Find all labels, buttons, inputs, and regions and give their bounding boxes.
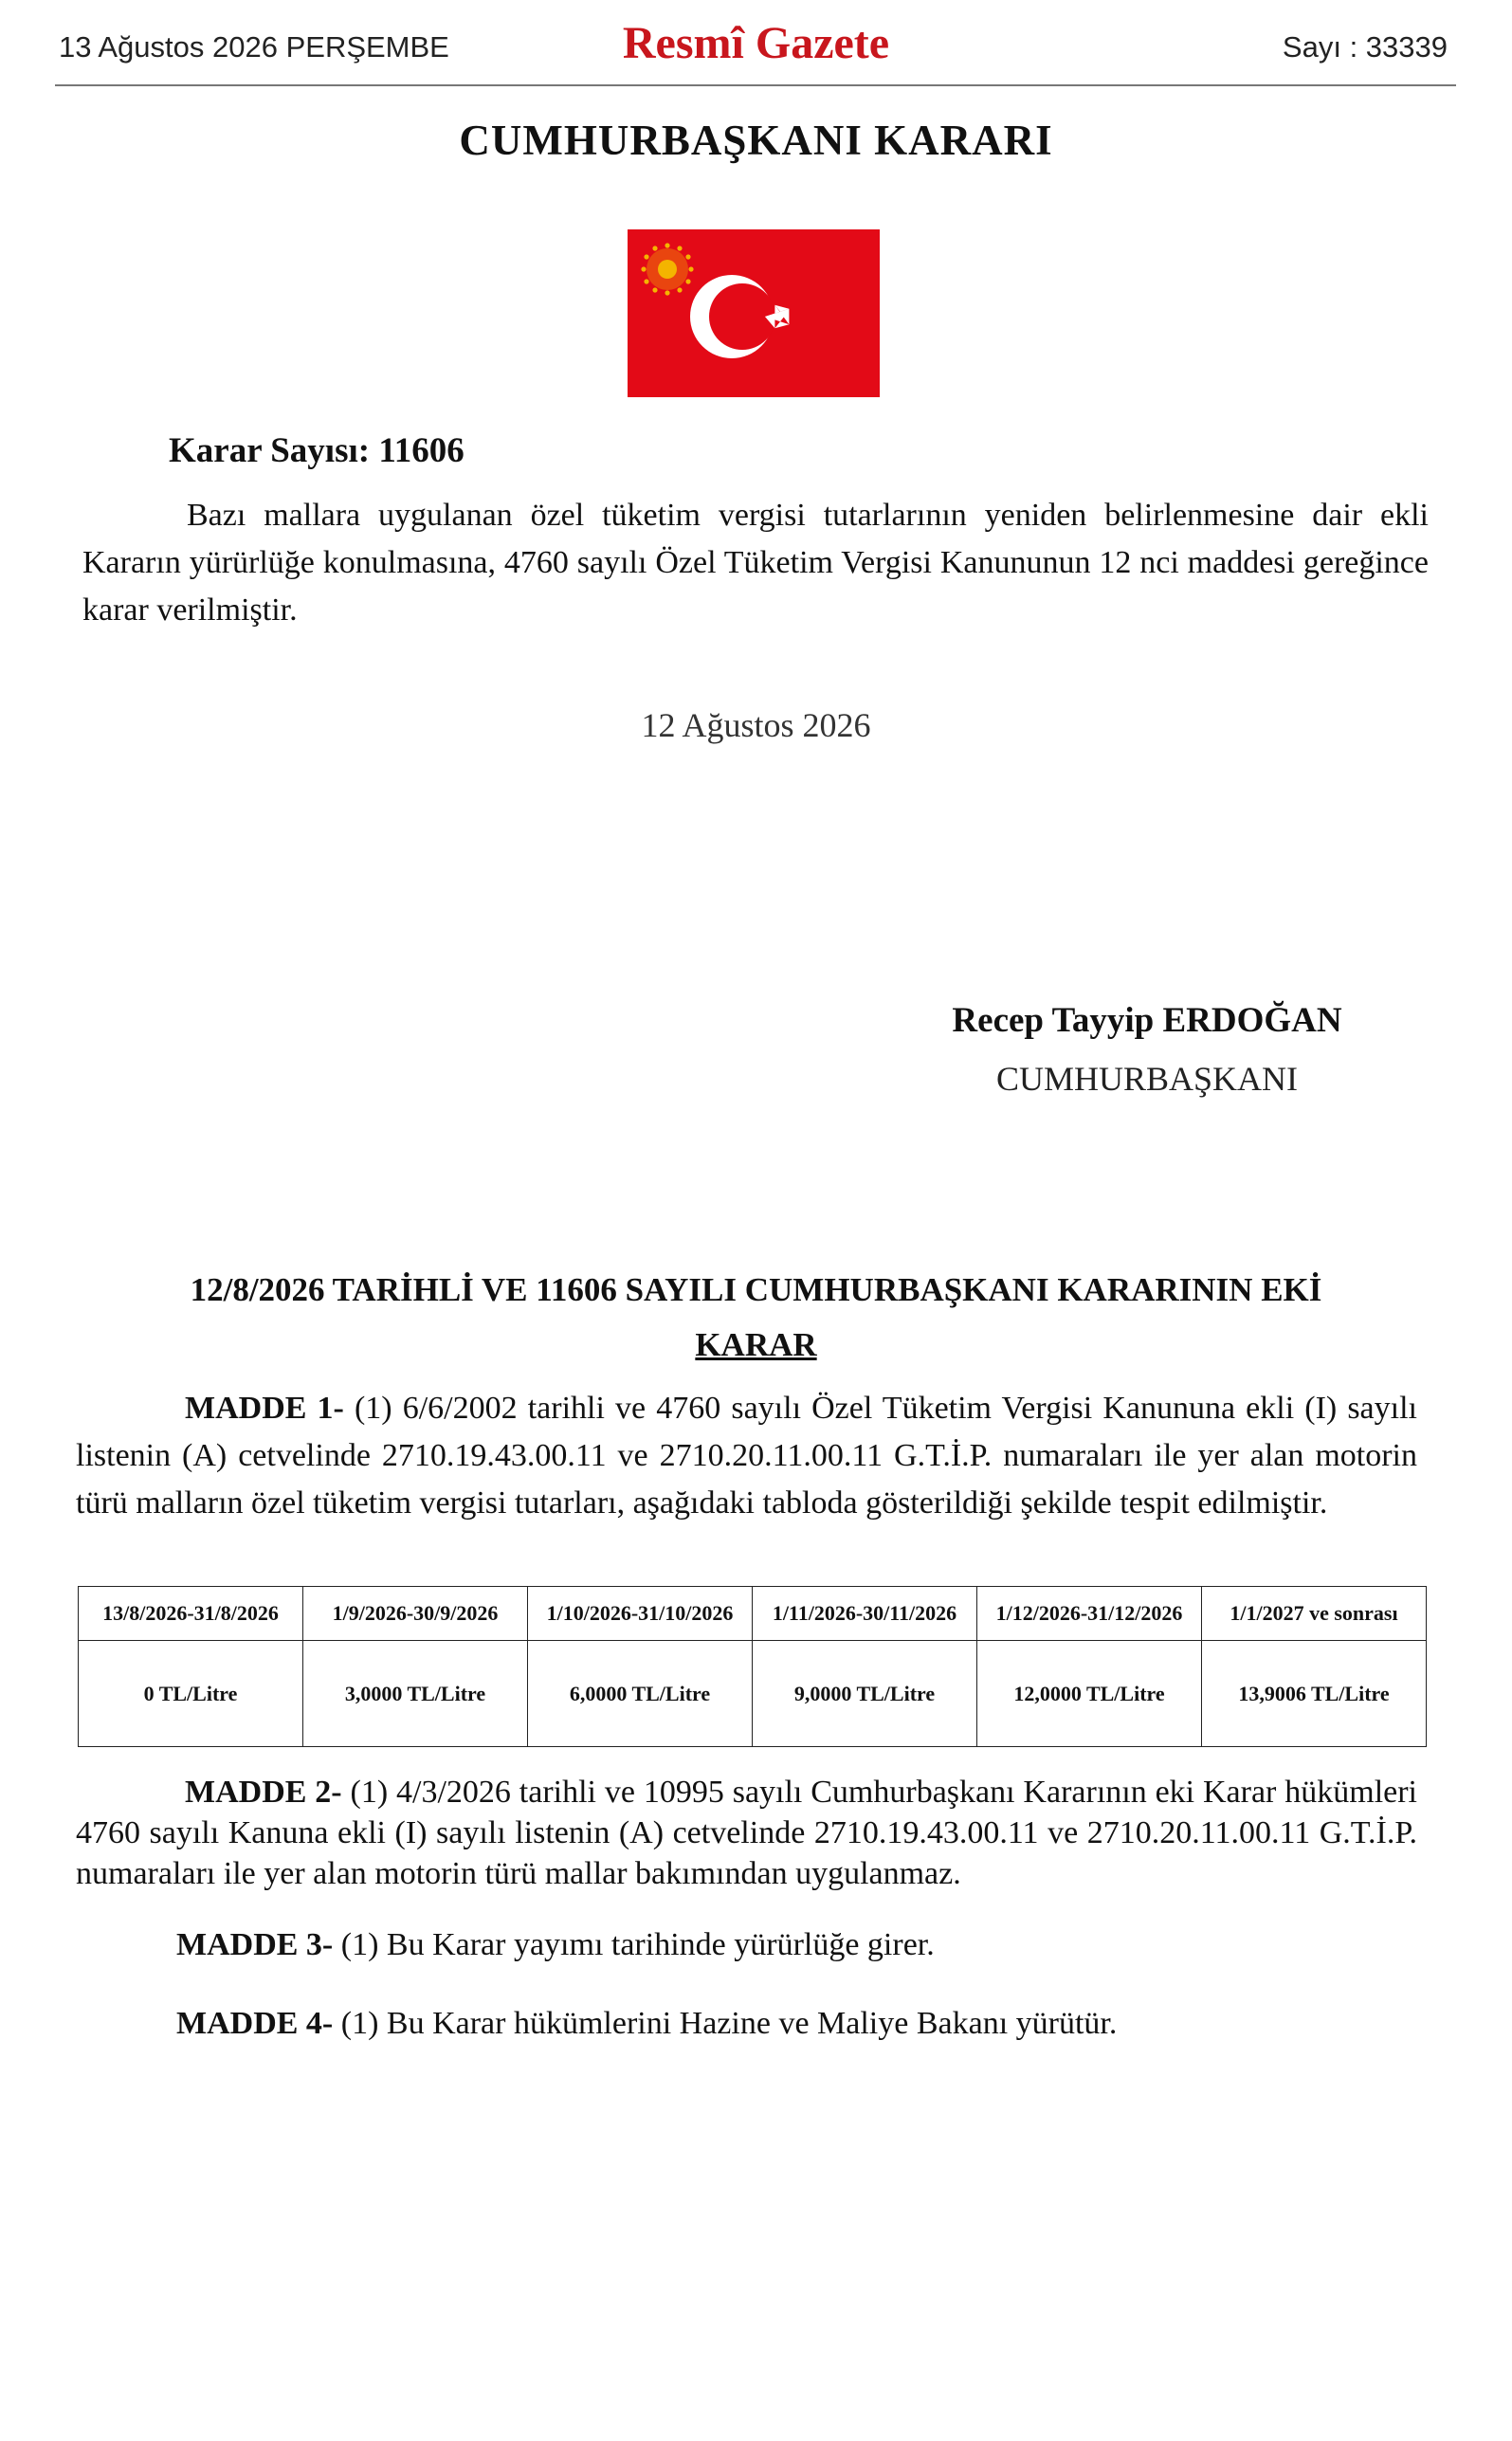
article-4-text: (1) Bu Karar hükümlerini Hazine ve Maliye Bakanı yürütür. xyxy=(340,2006,1118,2041)
period-cell: 1/11/2026-30/11/2026 xyxy=(753,1587,977,1641)
decision-number: Karar Sayısı: 11606 xyxy=(169,431,465,470)
signatory-title: CUMHURBAŞKANI xyxy=(995,1060,1299,1098)
document-title: CUMHURBAŞKANI KARARI xyxy=(459,117,1053,164)
annex-title-line1: 12/8/2026 TARİHLİ VE 11606 SAYILI CUMHURBAŞKANI KARARININ EKİ xyxy=(190,1271,1322,1308)
period-cell: 1/1/2027 ve sonrası xyxy=(1202,1587,1427,1641)
issue-number: Sayı : 33339 xyxy=(1282,30,1448,64)
article-2-label: MADDE 2- xyxy=(185,1775,342,1810)
annex-title xyxy=(0,1263,1512,1373)
signatory-name: Recep Tayyip ERDOĞAN xyxy=(952,1001,1342,1040)
article-2-text: (1) 4/3/2026 tarihli ve 10995 sayılı Cumhurbaşkanı Kararının eki Karar hükümleri 4760 sayılı Kanuna ekli (I) sayılı listenin (A) cetvelinde 2710.19.43.00.11 ve 2710.20.11.00.11 G.T.İ.P. numaraları ile yer alan motorin türü mallar bakımından uygulanmaz. xyxy=(76,1775,1417,1891)
period-cell: 13/8/2026-31/8/2026 xyxy=(79,1587,303,1641)
amount-cell: 13,9006 TL/Litre xyxy=(1202,1641,1427,1747)
header-divider xyxy=(55,84,1456,86)
period-cell: 1/9/2026-30/9/2026 xyxy=(303,1587,528,1641)
article-1-text: (1) 6/6/2002 tarihli ve 4760 sayılı Özel Tüketim Vergisi Kanununa ekli (I) sayılı listenin (A) cetvelinde 2710.19.43.00.11 ve 2710.20.11.00.11 G.T.İ.P. numaraları ile yer alan motorin türü malların özel tüketim vergisi tutarları, aşağıdaki tabloda gösterildiği şekilde tespit edilmiştir. xyxy=(76,1391,1417,1521)
annex-title-line2: KARAR xyxy=(695,1326,817,1363)
header-date: 13 Ağustos 2026 PERŞEMBE xyxy=(59,30,449,64)
table-row xyxy=(79,1641,1427,1747)
decision-date: 12 Ağustos 2026 xyxy=(641,706,871,744)
article-1-label: MADDE 1- xyxy=(185,1391,344,1426)
amount-cell: 0 TL/Litre xyxy=(79,1641,303,1747)
amount-cell: 6,0000 TL/Litre xyxy=(528,1641,753,1747)
article-1 xyxy=(76,1385,1417,1527)
amount-cell: 9,0000 TL/Litre xyxy=(753,1641,977,1747)
article-3 xyxy=(176,1927,935,1963)
table-header-row xyxy=(79,1587,1427,1641)
article-4-label: MADDE 4- xyxy=(176,2006,334,2041)
presidential-flag-icon xyxy=(628,229,880,397)
article-4 xyxy=(176,2006,1117,2042)
period-cell: 1/10/2026-31/10/2026 xyxy=(528,1587,753,1641)
amount-cell: 3,0000 TL/Litre xyxy=(303,1641,528,1747)
period-cell: 1/12/2026-31/12/2026 xyxy=(977,1587,1202,1641)
article-2 xyxy=(76,1772,1417,1894)
tax-rate-table xyxy=(78,1586,1427,1747)
amount-cell: 12,0000 TL/Litre xyxy=(977,1641,1202,1747)
article-3-label: MADDE 3- xyxy=(176,1927,334,1962)
article-3-text: (1) Bu Karar yayımı tarihinde yürürlüğe girer. xyxy=(340,1927,935,1962)
intro-paragraph: Bazı mallara uygulanan özel tüketim vergisi tutarlarının yeniden belirlenmesine dair ekli Kararın yürürlüğe konulmasına, 4760 sayılı Özel Tüketim Vergisi Kanununun 12 nci maddesi gereğince karar verilmiştir. xyxy=(82,498,1429,628)
gazette-name: Resmî Gazete xyxy=(622,18,890,68)
